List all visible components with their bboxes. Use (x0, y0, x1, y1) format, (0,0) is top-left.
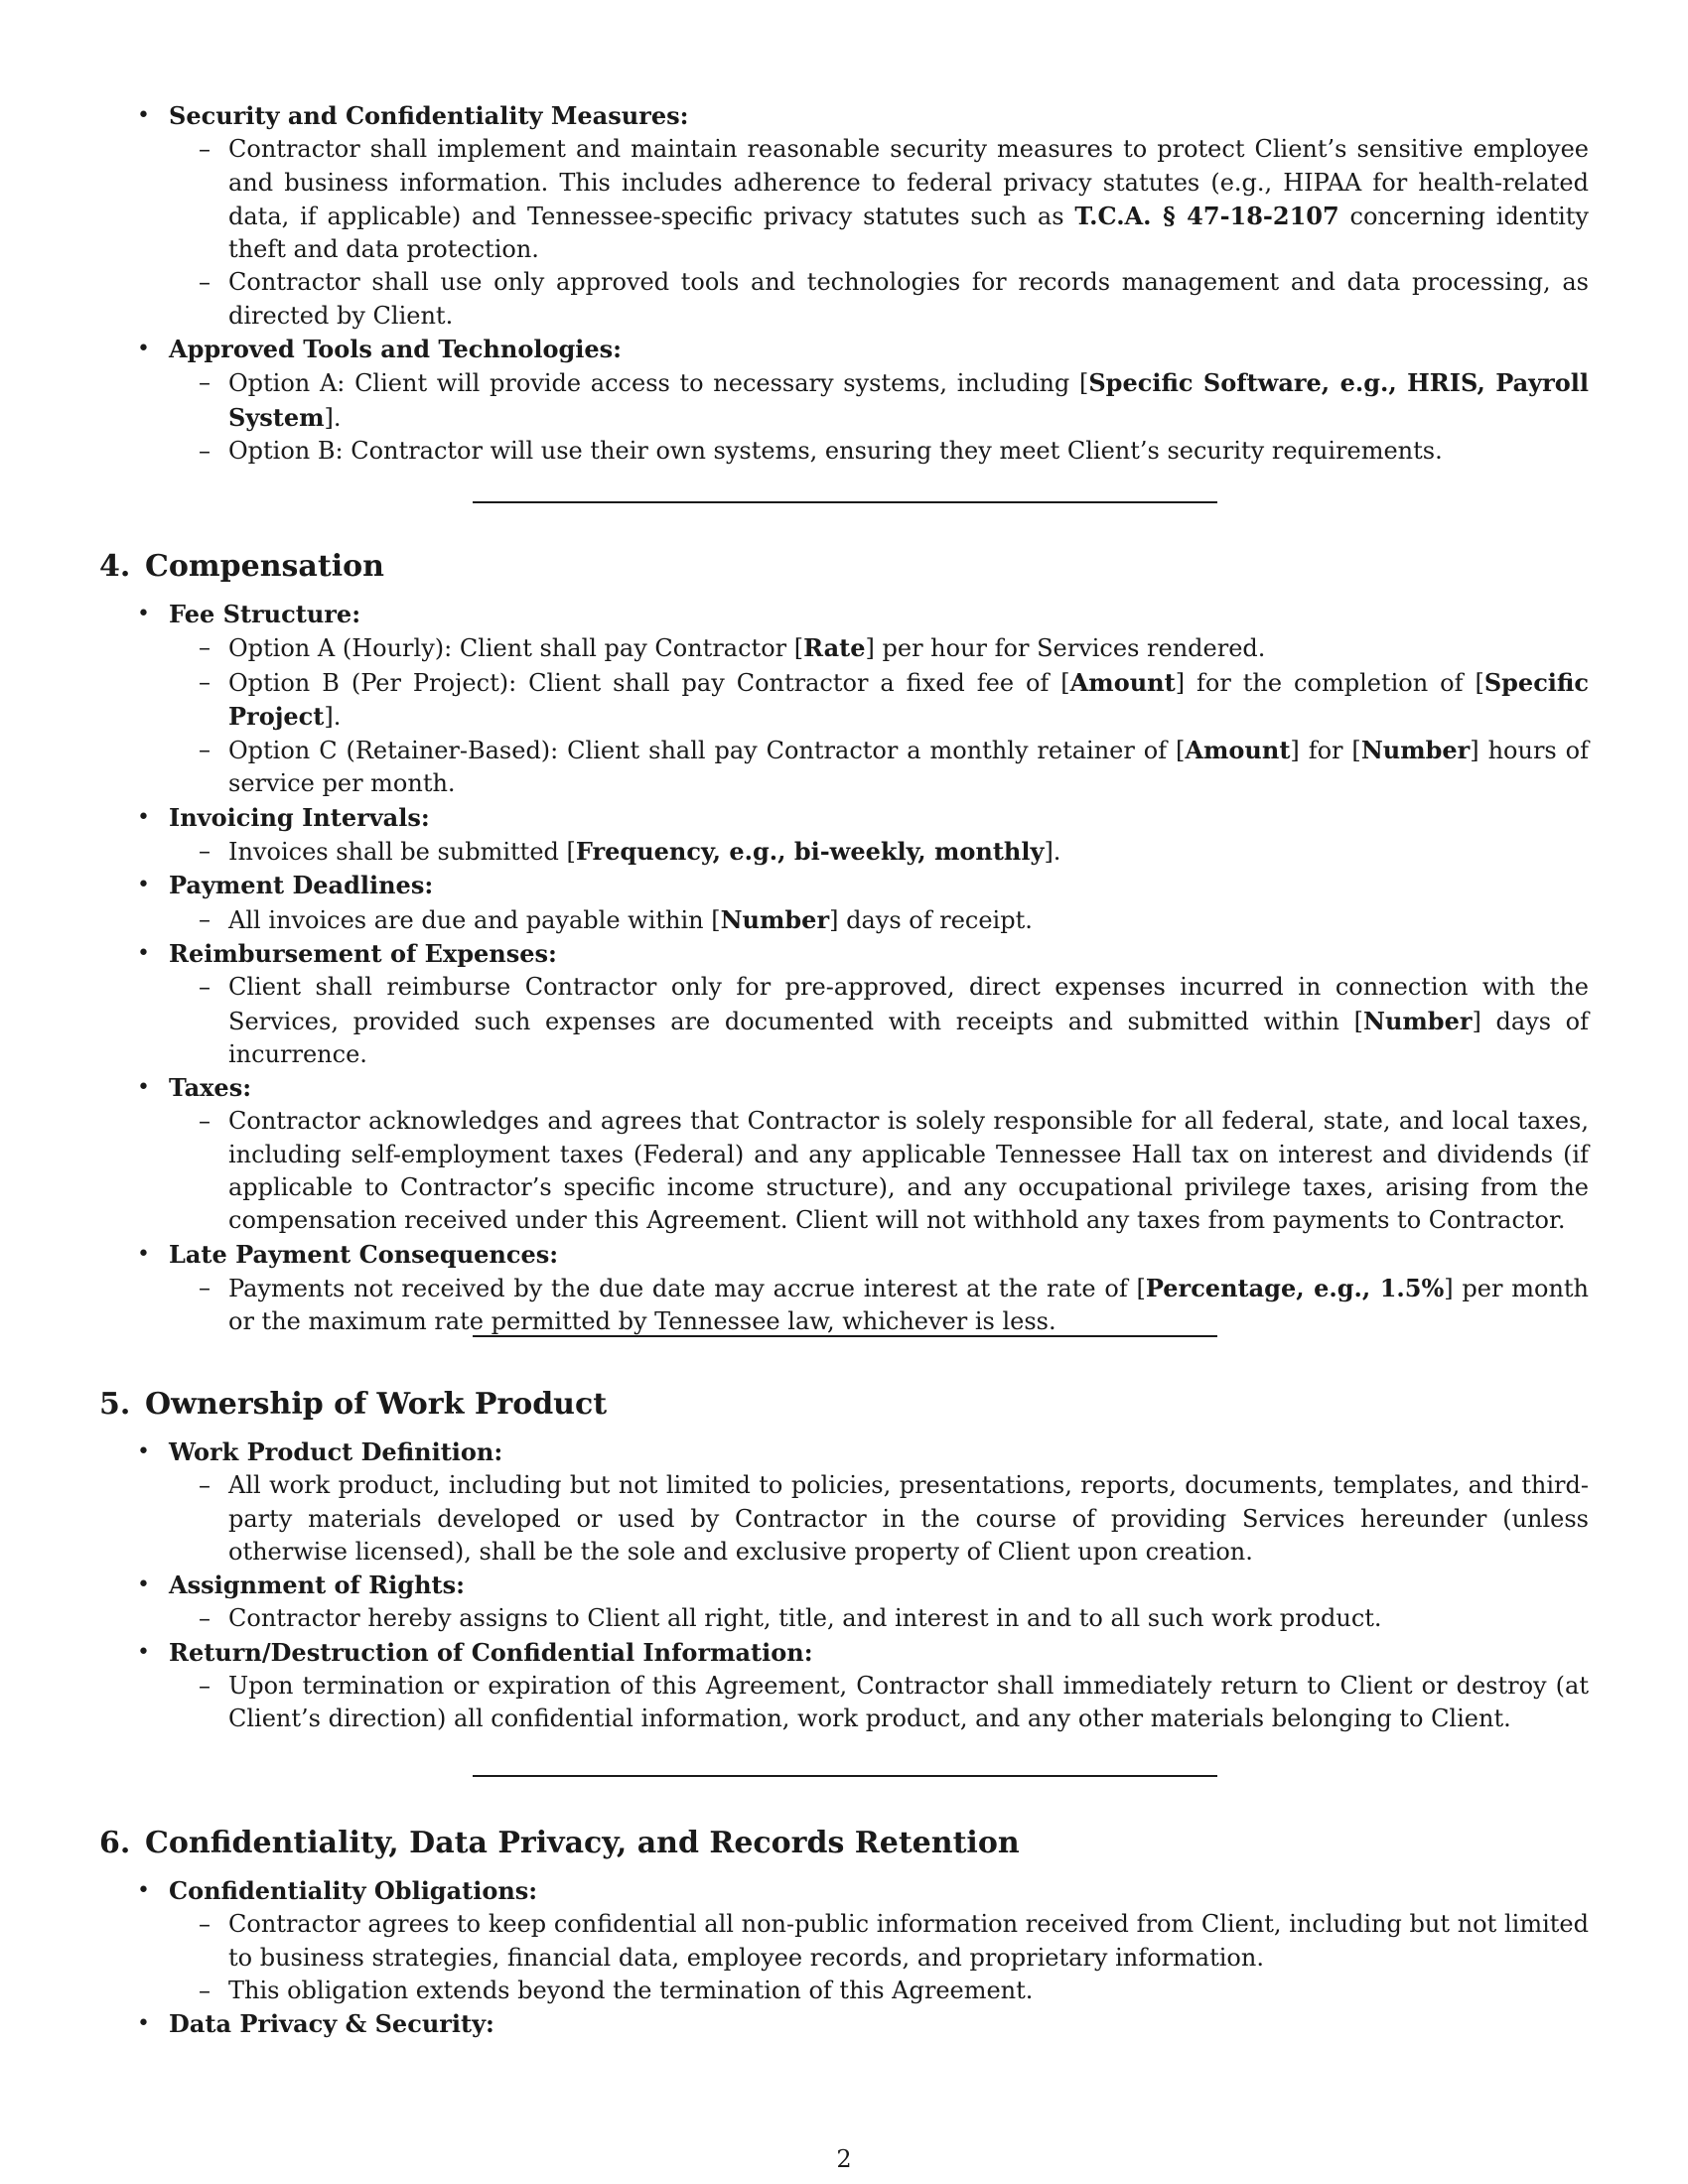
bold-text: T.C.A. § 47-18-2107 (1074, 201, 1339, 230)
bold-text: Amount (1185, 736, 1291, 765)
bullet-item (99, 1874, 1589, 2007)
text-run: Invoices shall be submitted [ (228, 838, 576, 867)
bullet-item (99, 598, 1589, 801)
sub-item (169, 1272, 1589, 1339)
bullet-item (99, 99, 1589, 333)
bullet-label: Assignment of Rights: (169, 1570, 465, 1600)
sub-item (169, 1105, 1589, 1237)
sub-item (169, 666, 1589, 735)
text-run: Option B: Contractor will use their own systems, ensuring they meet Client’s security requirements. (228, 436, 1443, 465)
sub-item (169, 971, 1589, 1071)
text-run: Option A (Hourly): Client shall pay Contractor [ (228, 634, 804, 663)
section-number: 6. (99, 1826, 131, 1860)
dash-marker: – (199, 1273, 211, 1301)
bullet-marker: • (137, 103, 150, 128)
bold-text: Number (720, 904, 830, 934)
bullet-marker: • (137, 1439, 150, 1464)
dash-marker: – (199, 436, 211, 465)
bullet-item (99, 333, 1589, 468)
dash-marker: – (199, 1471, 211, 1500)
dash-marker: – (199, 1976, 211, 2004)
section-divider (473, 1775, 1217, 1777)
text-run: ] per month or the maximum rate permitted by Tennessee law, whichever is less. (228, 1274, 1589, 1336)
bullet-marker: • (137, 1639, 150, 1665)
bold-text: Percentage, e.g., 1.5% (1145, 1273, 1445, 1302)
text-run: Contractor acknowledges and agrees that Contractor is solely responsible for all federal, state, and local taxes, including self-employment taxes (Federal) and any applicable Tennessee Hall tax on interest and dividends (if applicable to Contractor’s specific income structure), and any occupational privilege taxes, arising from the compensation received under this Agreement. Client will not withhold any taxes from payments to Contractor. (228, 1107, 1589, 1235)
dash-marker: – (199, 1910, 211, 1939)
bold-text: Specific Software, e.g., HRIS, Payroll System (228, 368, 1589, 432)
bold-text: Number (1363, 1006, 1473, 1035)
sub-item (169, 435, 1589, 468)
bold-text: Specific Project (228, 667, 1589, 731)
text-run: ] days of incurrence. (228, 1007, 1589, 1068)
section-confidentiality (99, 1825, 1589, 2041)
bullet-label: Invoicing Intervals: (169, 802, 430, 832)
sub-item (169, 1670, 1589, 1736)
dash-marker: – (199, 904, 211, 933)
sub-item (169, 133, 1589, 266)
bullet-marker: • (137, 804, 150, 830)
sub-list (169, 1469, 1589, 1569)
sub-item (169, 1908, 1589, 1975)
sub-list (169, 1908, 1589, 2007)
section-compensation (99, 548, 1589, 1339)
text-run: Upon termination or expiration of this Agreement, Contractor shall immediately return to Client or destroy (at Client’s direction) all confidential information, work product, and any other materials belonging to Client. (228, 1672, 1589, 1733)
bullet-item (99, 1636, 1589, 1736)
sub-item (169, 366, 1589, 435)
bullet-marker: • (137, 337, 150, 362)
dash-marker: – (199, 135, 211, 164)
sub-item (169, 631, 1589, 665)
sub-list (169, 971, 1589, 1071)
sub-list (169, 366, 1589, 468)
text-run: This obligation extends beyond the termination of this Agreement. (228, 1976, 1034, 2004)
text-run: Client shall reimburse Contractor only for pre-approved, direct expenses incurred in connection with the Services, provided such expenses are documented with receipts and submitted within [ (228, 973, 1589, 1035)
text-run: ] per hour for Services rendered. (865, 634, 1266, 663)
bullet-label: Data Privacy & Security: (169, 2009, 494, 2039)
bullet-marker: • (137, 1572, 150, 1598)
sub-list (169, 1602, 1589, 1635)
bullet-item (99, 2007, 1589, 2041)
section-heading (99, 548, 1589, 586)
sub-list (169, 1670, 1589, 1736)
bold-text: Amount (1069, 667, 1176, 697)
dash-marker: – (199, 1604, 211, 1633)
section-items (99, 1874, 1589, 2041)
section-title: Compensation (145, 549, 384, 584)
sub-list (169, 133, 1589, 333)
section-title: Ownership of Work Product (145, 1387, 608, 1422)
section-number: 5. (99, 1387, 131, 1422)
sub-item (169, 835, 1589, 869)
text-run: ] for the completion of [ (1175, 668, 1484, 697)
sub-list (169, 835, 1589, 869)
dash-marker: – (199, 1107, 211, 1136)
text-run: All work product, including but not limited to policies, presentations, reports, documents, templates, and third-party materials developed or used by Contractor in the course of providing Services hereunder (unless otherwise licensed), shall be the sole and exclusive property of Client upon creation. (228, 1471, 1589, 1566)
bullet-marker: • (137, 602, 150, 626)
section-heading (99, 1825, 1589, 1862)
section-divider (473, 501, 1217, 503)
dash-marker: – (199, 1672, 211, 1701)
bold-text: Rate (803, 633, 866, 663)
bullet-item (99, 801, 1589, 870)
dash-marker: – (199, 368, 211, 397)
text-run: ]. (1044, 838, 1061, 867)
text-run: Contractor hereby assigns to Client all right, title, and interest in and to all such work product. (228, 1604, 1382, 1633)
dash-marker: – (199, 736, 211, 764)
section-ownership (99, 1386, 1589, 1736)
dash-marker: – (199, 973, 211, 1002)
bullet-marker: • (137, 1241, 150, 1267)
sub-item (169, 266, 1589, 333)
text-run: ]. (324, 403, 342, 432)
bullet-item (99, 1071, 1589, 1237)
dash-marker: – (199, 268, 211, 297)
section-title: Confidentiality, Data Privacy, and Records Retention (145, 1826, 1020, 1860)
sub-item (169, 1975, 1589, 2007)
bullet-label: Approved Tools and Technologies: (169, 335, 622, 364)
sub-item (169, 734, 1589, 801)
bullet-marker: • (137, 940, 150, 966)
bold-text: Number (1360, 736, 1471, 765)
bullet-item (99, 1569, 1589, 1636)
text-run: Contractor shall use only approved tools and technologies for records management and data processing, as directed by Client. (228, 268, 1589, 330)
text-run: concerning identity theft and data protection. (228, 202, 1589, 264)
bullet-label: Taxes: (169, 1073, 252, 1103)
text-run: Payments not received by the due date may accrue interest at the rate of [ (228, 1274, 1146, 1302)
section-number: 4. (99, 549, 131, 584)
bullet-label: Confidentiality Obligations: (169, 1876, 538, 1905)
bullet-item (99, 937, 1589, 1071)
section-3-continuation (99, 99, 1589, 468)
bullet-label: Payment Deadlines: (169, 871, 434, 900)
section-items (99, 1435, 1589, 1736)
bullet-item (99, 1238, 1589, 1339)
bullet-label: Work Product Definition: (169, 1437, 503, 1466)
bullet-item (99, 1435, 1589, 1569)
section-heading (99, 1386, 1589, 1424)
text-run: Option C (Retainer-Based): Client shall pay Contractor a monthly retainer of [ (228, 737, 1186, 765)
sub-list (169, 903, 1589, 937)
dash-marker: – (199, 633, 211, 662)
sub-list (169, 631, 1589, 800)
sub-list (169, 1105, 1589, 1237)
bullet-marker: • (137, 873, 150, 898)
text-run: Contractor agrees to keep confidential all non-public information received from Client, including but not limited to business strategies, financial data, employee records, and proprietary information. (228, 1910, 1589, 1972)
text-run: All invoices are due and payable within [ (228, 905, 721, 934)
text-run: ]. (324, 702, 342, 731)
sub-item (169, 1602, 1589, 1635)
bullet-marker: • (137, 1878, 150, 1903)
bullet-label: Security and Confidentiality Measures: (169, 101, 689, 130)
dash-marker: – (199, 667, 211, 696)
bold-text: Frequency, e.g., bi-weekly, monthly (575, 837, 1045, 867)
sub-list (169, 1272, 1589, 1339)
bullet-label: Reimbursement of Expenses: (169, 938, 557, 968)
text-run: ] for [ (1290, 737, 1361, 765)
text-run: ] days of receipt. (829, 905, 1033, 934)
dash-marker: – (199, 837, 211, 866)
sub-item (169, 1469, 1589, 1569)
bullet-label: Fee Structure: (169, 600, 361, 628)
sub-item (169, 903, 1589, 937)
page-number: 2 (836, 2145, 852, 2173)
text-run: Option A: Client will provide access to necessary systems, including [ (228, 369, 1089, 398)
section-items (99, 598, 1589, 1339)
text-run: Option B (Per Project): Client shall pay Contractor a fixed fee of [ (228, 668, 1070, 697)
bullet-item (99, 869, 1589, 937)
section-divider (473, 1335, 1217, 1337)
bullet-marker: • (137, 1075, 150, 1101)
bullet-label: Return/Destruction of Confidential Information: (169, 1637, 813, 1667)
text-run: Contractor shall implement and maintain reasonable security measures to protect Client’s sensitive employee and business information. This includes adherence to federal privacy statutes (e.g., HIPAA for health-related data, if applicable) and Tennessee-specific privacy statutes such as (228, 135, 1589, 230)
bullet-label: Late Payment Consequences: (169, 1239, 559, 1269)
bullet-marker: • (137, 2011, 150, 2037)
text-run: ] hours of service per month. (228, 737, 1589, 798)
